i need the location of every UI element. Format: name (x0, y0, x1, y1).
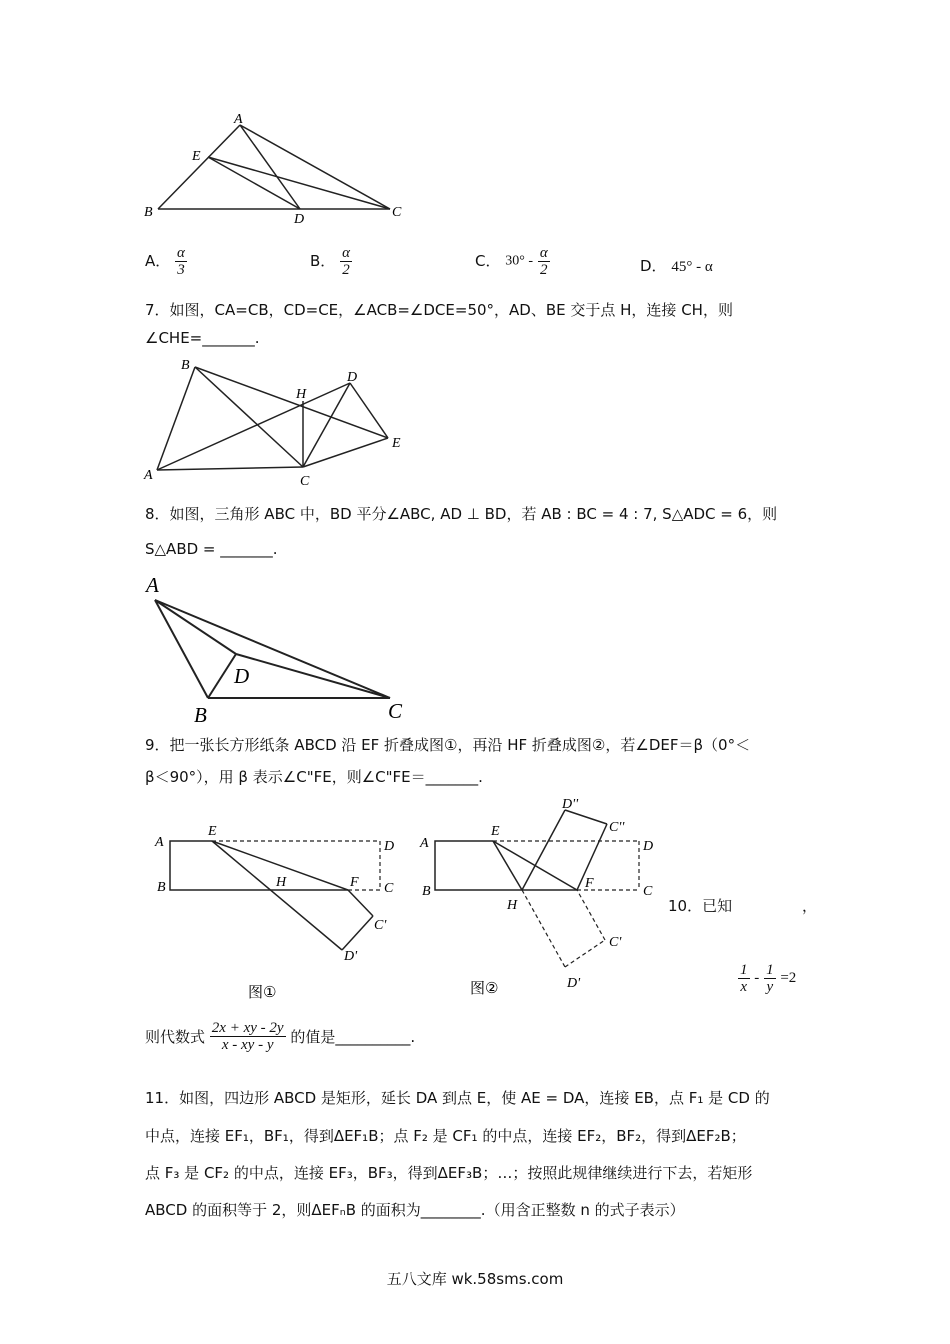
label-H: H (296, 387, 307, 402)
label-E: E (192, 149, 201, 164)
q9-line1: 9．把一张长方形纸条 ABCD 沿 EF 折叠成图①，再沿 HF 折叠成图②，若∠DEF＝β（0°＜ (145, 736, 751, 754)
caption-fig1: 图① (248, 983, 277, 1001)
q11-line2: 中点，连接 EF₁，BF₁，得到ΔEF₁B；点 F₂ 是 CF₁ 的中点，连接 EF₂，BF₂，得到ΔEF₂B； (145, 1127, 746, 1145)
label-A: A (146, 573, 159, 597)
label-E: E (491, 824, 500, 839)
label-C-prime: C' (609, 935, 622, 950)
q10-expression: $\frac{2x + xy - 2y}{x - xy - y}$ (211, 1020, 284, 1053)
label-D: D (347, 370, 358, 385)
option-b: B． $\frac{\alpha}{2}$ (310, 245, 350, 278)
option-b-fraction: $\frac{\alpha}{2}$ (342, 245, 350, 278)
option-c-fraction: $\frac{\alpha}{2}$ (539, 245, 548, 278)
label-A: A (420, 836, 429, 851)
label-A: A (144, 468, 153, 483)
q7-line1: 7．如图，CA=CB，CD=CE，∠ACB=∠DCE=50°，AD、BE 交于点 H，连接 CH，则 (145, 301, 733, 319)
q7-line2: ∠CHE=_______. (145, 329, 260, 347)
figure-q9-1 (150, 820, 410, 1010)
label-B: B (181, 358, 190, 373)
q8-line2: S△ABD = _______. (145, 540, 278, 558)
figure-q6-triangle (140, 112, 420, 227)
option-d: D． 45° - α (640, 257, 713, 275)
q11-line4: ABCD 的面积等于 2，则ΔEFₙB 的面积为________.（用含正整数 n 的式子表示） (145, 1201, 685, 1219)
label-B: B (157, 880, 166, 895)
label-C-double-prime: C'' (609, 820, 625, 835)
q11-line1: 11．如图，四边形 ABCD 是矩形，延长 DA 到点 E，使 AE = DA，连接 EB，点 F₁ 是 CD 的 (145, 1089, 770, 1107)
label-A: A (234, 112, 243, 127)
label-D-prime: D' (567, 976, 581, 991)
figure-q9-2 (415, 795, 665, 1010)
q8-line1: 8．如图，三角形 ABC 中，BD 平分∠ABC, AD ⊥ BD，若 AB : BC = 4 : 7, S△ADC = 6，则 (145, 505, 778, 523)
figure-q8 (140, 570, 420, 730)
q9-line2: β＜90°），用 β 表示∠C"FE，则∠C"FE＝_______. (145, 768, 483, 786)
label-D-double-prime: D'' (562, 797, 579, 812)
label-C: C (392, 205, 402, 220)
label-D: D (384, 839, 395, 854)
label-D: D (234, 664, 250, 688)
label-C: C (643, 884, 653, 899)
label-B: B (194, 703, 207, 727)
label-C: C (300, 474, 310, 489)
option-a-fraction: $\frac{\alpha}{3}$ (177, 245, 185, 278)
figure-q7 (140, 355, 410, 490)
label-B: B (422, 884, 431, 899)
label-E: E (392, 436, 401, 451)
label-H: H (276, 875, 287, 890)
caption-fig2: 图② (470, 979, 499, 997)
option-a: A． $\frac{\alpha}{3}$ (145, 245, 185, 278)
label-C: C (388, 699, 403, 723)
option-c: C． 30° - $\frac{\alpha}{2}$ (475, 245, 548, 278)
q11-line3: 点 F₃ 是 CF₂ 的中点，连接 EF₃，BF₃，得到ΔEF₃B；…；按照此规律继续进行下去，若矩形 (145, 1164, 753, 1182)
q10-intro: 10．已知 (668, 897, 733, 915)
label-F: F (350, 875, 359, 890)
q10-comma: ， (802, 897, 818, 915)
label-H: H (507, 898, 518, 913)
label-F: F (585, 876, 594, 891)
label-E: E (208, 824, 217, 839)
footer-watermark: 五八文库 wk.58sms.com (386, 1270, 564, 1288)
label-D-prime: D' (344, 949, 358, 964)
q10-expression-line: 则代数式 $\frac{2x + xy - 2y}{x - xy - y}$ 的值是__________. (145, 1020, 416, 1053)
q10-given-equation: $\frac{1}{x}$ - $\frac{1}{y}$ =2 (740, 962, 797, 995)
label-D: D (643, 839, 654, 854)
label-A: A (155, 835, 164, 850)
label-C: C (384, 881, 394, 896)
label-C-prime: C' (374, 918, 387, 933)
label-D: D (294, 212, 305, 227)
label-B: B (144, 205, 153, 220)
